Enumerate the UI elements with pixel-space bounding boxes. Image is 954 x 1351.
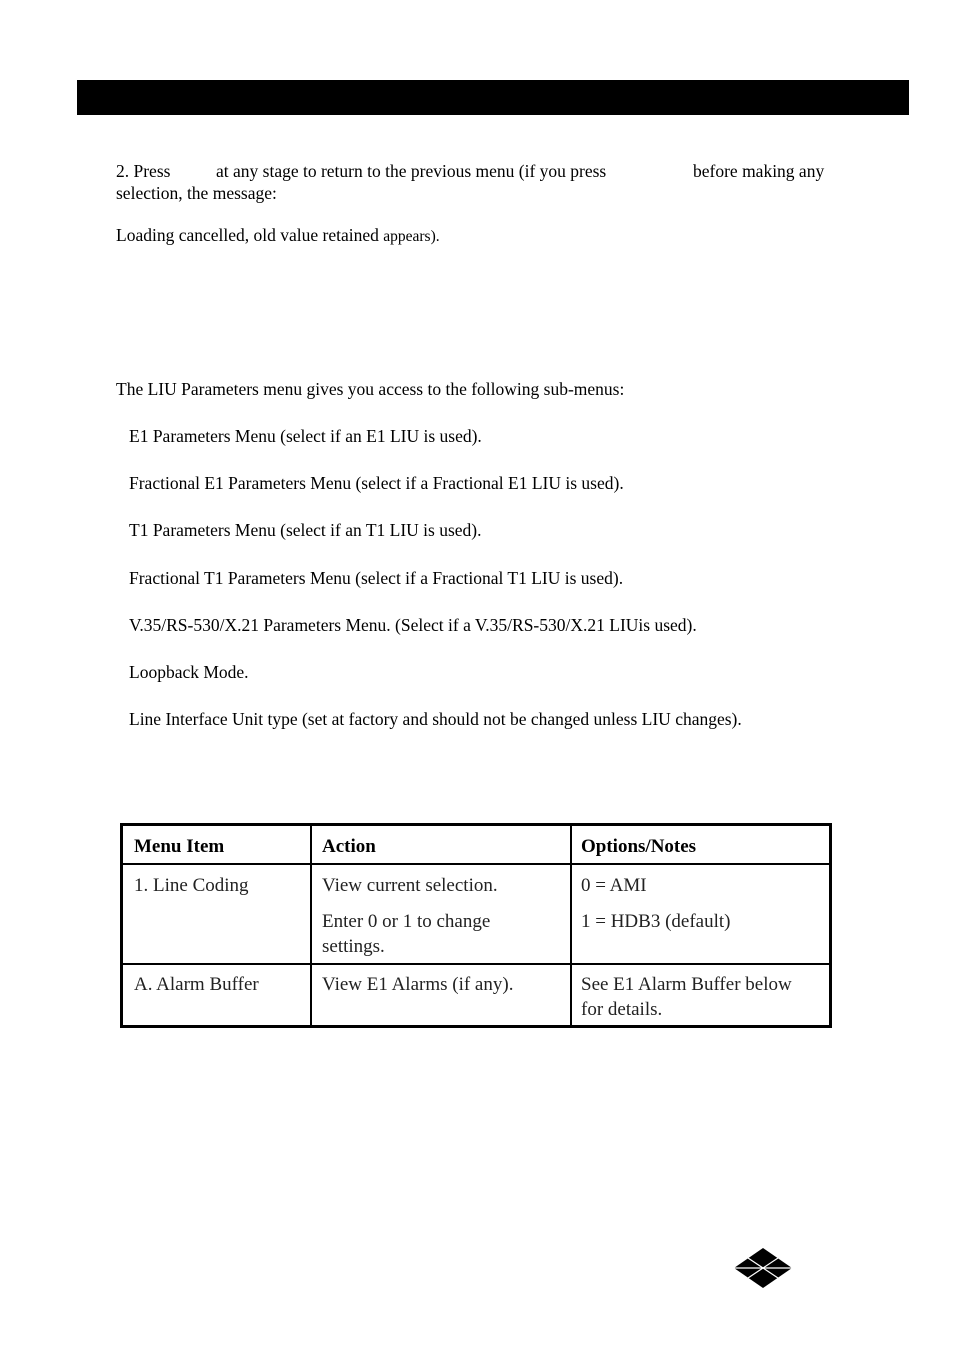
loading-message-line [116, 224, 440, 248]
list-item: Loopback Mode. [129, 662, 249, 682]
table-cell-action: View E1 Alarms (if any). [322, 974, 514, 995]
intro-prefix: 2. Press [116, 161, 171, 181]
black-box-diamond-logo-icon [734, 1248, 792, 1293]
table-cell-notes: 1 = HDB3 (default) [581, 911, 731, 932]
table-cell-action: Enter 0 or 1 to change [322, 911, 491, 932]
e1-parameters-table [120, 823, 832, 1028]
liu-intro: The LIU Parameters menu gives you access to the following sub-menus: [116, 379, 625, 399]
list-item: Fractional E1 Parameters Menu (select if a Fractional E1 LIU is used). [129, 473, 624, 493]
list-item: T1 Parameters Menu (select if an T1 LIU is used). [129, 520, 482, 540]
table-cell-item: A. Alarm Buffer [134, 974, 259, 995]
table-column-divider [310, 826, 312, 1025]
list-item: Fractional T1 Parameters Menu (select if a Fractional T1 LIU is used). [129, 568, 624, 588]
table-divider [123, 863, 829, 865]
table-header-options: Options/Notes [581, 836, 697, 857]
table-cell-notes: for details. [581, 999, 663, 1020]
intro-middle: at any stage to return to the previous menu (if you press [216, 161, 607, 181]
list-item: Line Interface Unit type (set at factory and should not be changed unless LIU changes). [129, 709, 742, 729]
loading-suffix: appears). [383, 228, 440, 245]
table-column-divider [570, 826, 572, 1025]
table-cell-action: View current selection. [322, 875, 498, 896]
table-header-action: Action [322, 836, 376, 857]
table-cell-action: settings. [322, 936, 385, 957]
table-divider [123, 963, 829, 965]
intro-line-1 [116, 160, 840, 182]
list-item: E1 Parameters Menu (select if an E1 LIU is used). [129, 426, 482, 446]
intro-suffix: before making any [693, 161, 825, 181]
table-cell-notes: 0 = AMI [581, 875, 647, 896]
intro-line-2: selection, the message: [116, 183, 277, 203]
table-header-menu-item: Menu Item [134, 836, 225, 857]
header-bar [77, 80, 909, 115]
loading-message: Loading cancelled, old value retained [116, 225, 379, 245]
table-cell-notes: See E1 Alarm Buffer below [581, 974, 792, 995]
list-item: V.35/RS-530/X.21 Parameters Menu. (Select if a V.35/RS-530/X.21 LIUis used). [129, 615, 697, 635]
table-cell-item: 1. Line Coding [134, 875, 249, 896]
